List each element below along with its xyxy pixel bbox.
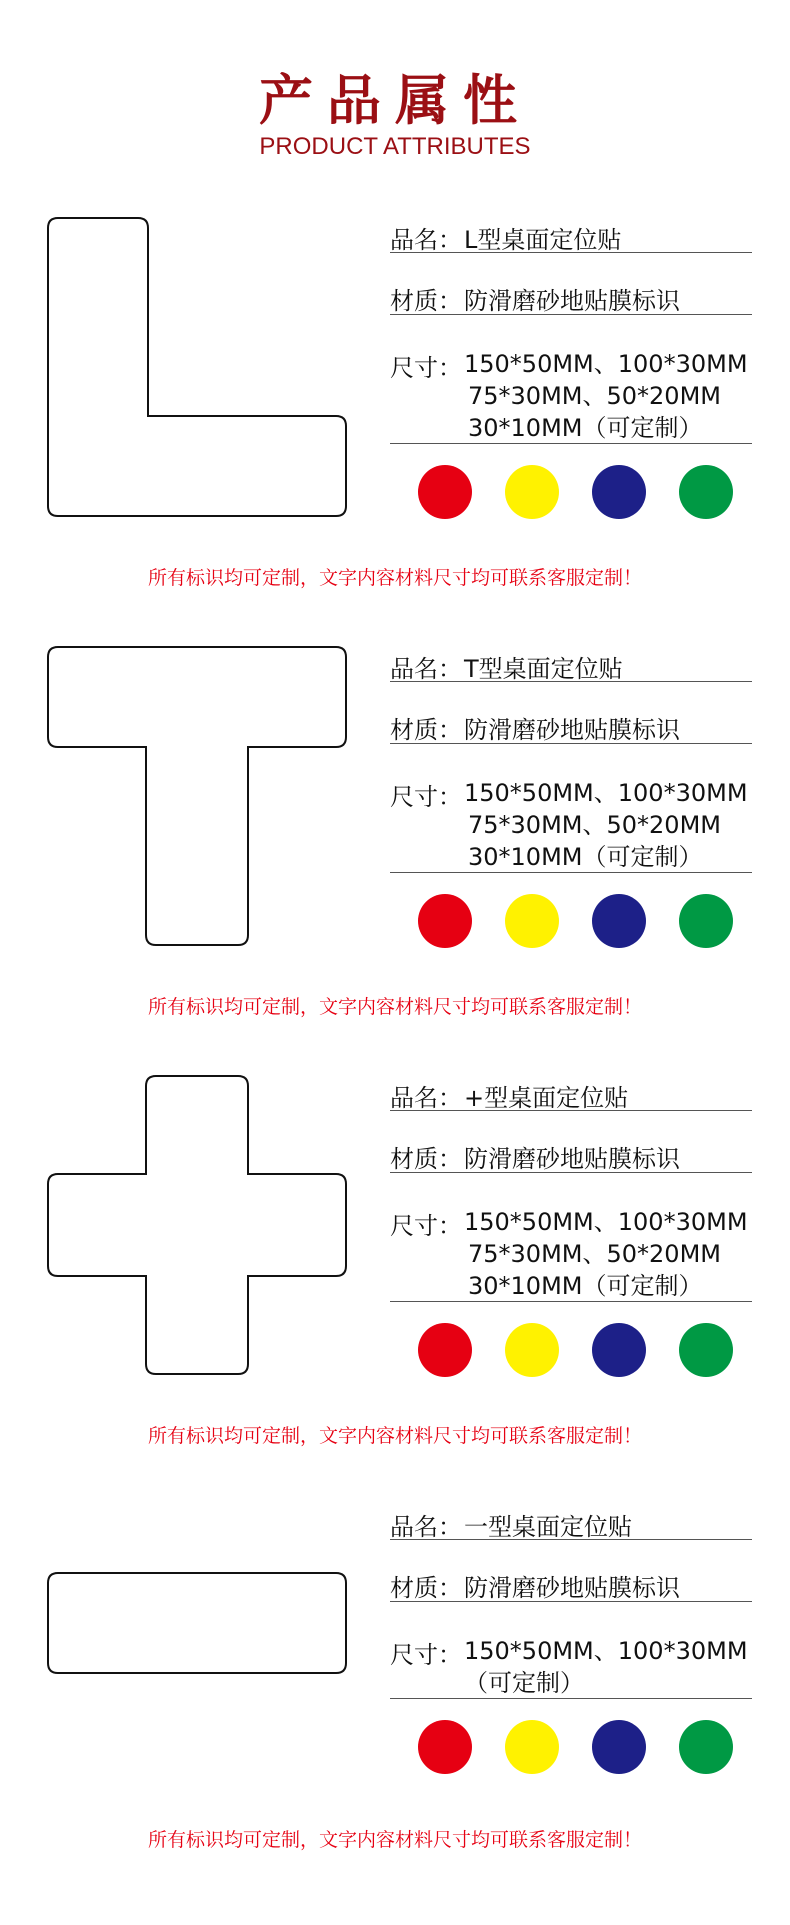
color-swatch-blue xyxy=(592,1720,646,1774)
material-value: 防滑磨砂地贴膜标识 xyxy=(464,287,680,315)
product-info xyxy=(390,1076,752,1302)
product-section-t xyxy=(0,647,790,1067)
cross-shape-sticker-outline xyxy=(48,1076,350,1378)
product-name: 一型桌面定位贴 xyxy=(464,1513,632,1541)
color-swatches xyxy=(390,1720,752,1774)
product-section-bar xyxy=(0,1505,790,1925)
t-shape-sticker-outline xyxy=(48,647,350,949)
product-info xyxy=(390,218,752,444)
size-line: 75*30MM、50*20MM xyxy=(468,1240,721,1268)
product-name: +型桌面定位贴 xyxy=(464,1084,629,1112)
customization-note: 所有标识均可定制，文字内容材料尺寸均可联系客服定制！ xyxy=(147,1829,642,1851)
color-swatches xyxy=(390,465,752,519)
customization-note: 所有标识均可定制，文字内容材料尺寸均可联系客服定制！ xyxy=(147,996,642,1018)
product-name: L型桌面定位贴 xyxy=(464,226,622,254)
product-name-row xyxy=(390,1505,752,1540)
material-value: 防滑磨砂地贴膜标识 xyxy=(464,1574,680,1602)
size-row xyxy=(390,1602,752,1699)
name-label: 品名： xyxy=(390,1513,462,1541)
product-section-l xyxy=(0,218,790,638)
material-label: 材质： xyxy=(390,716,462,744)
size-label: 尺寸： xyxy=(390,783,462,811)
page-title: 产品属性 xyxy=(259,69,531,132)
color-swatch-red xyxy=(418,894,472,948)
name-label: 品名： xyxy=(390,226,462,254)
material-label: 材质： xyxy=(390,287,462,315)
color-swatch-red xyxy=(418,1323,472,1377)
color-swatch-green xyxy=(679,465,733,519)
material-row xyxy=(390,253,752,315)
material-row xyxy=(390,1111,752,1173)
color-swatch-green xyxy=(679,1323,733,1377)
product-name-row xyxy=(390,1076,752,1111)
customization-note: 所有标识均可定制，文字内容材料尺寸均可联系客服定制！ xyxy=(147,567,642,589)
color-swatch-blue xyxy=(592,1323,646,1377)
size-label: 尺寸： xyxy=(390,1212,462,1240)
size-line: 150*50MM、100*30MM xyxy=(464,350,748,378)
product-info xyxy=(390,647,752,873)
size-values xyxy=(464,1206,748,1302)
material-row xyxy=(390,1540,752,1602)
l-shape-sticker-outline xyxy=(48,218,350,520)
product-name: T型桌面定位贴 xyxy=(464,655,623,683)
size-values xyxy=(464,1635,748,1699)
page-subtitle: PRODUCT ATTRIBUTES xyxy=(259,133,531,160)
size-row xyxy=(390,1173,752,1302)
color-swatch-yellow xyxy=(505,1323,559,1377)
size-line: 30*10MM（可定制） xyxy=(468,414,703,442)
material-value: 防滑磨砂地贴膜标识 xyxy=(464,1145,680,1173)
product-name-row xyxy=(390,218,752,253)
color-swatch-red xyxy=(418,465,472,519)
color-swatch-yellow xyxy=(505,1720,559,1774)
material-row xyxy=(390,682,752,744)
size-label: 尺寸： xyxy=(390,1641,462,1669)
product-name-row xyxy=(390,647,752,682)
color-swatch-yellow xyxy=(505,465,559,519)
size-values xyxy=(464,348,748,444)
size-values xyxy=(464,777,748,873)
product-info xyxy=(390,1505,752,1699)
size-line: 150*50MM、100*30MM xyxy=(464,1637,748,1665)
color-swatches xyxy=(390,1323,752,1377)
material-label: 材质： xyxy=(390,1145,462,1173)
name-label: 品名： xyxy=(390,1084,462,1112)
size-line: 30*10MM（可定制） xyxy=(468,843,703,871)
size-row xyxy=(390,744,752,873)
color-swatch-red xyxy=(418,1720,472,1774)
size-line: 30*10MM（可定制） xyxy=(468,1272,703,1300)
material-label: 材质： xyxy=(390,1574,462,1602)
product-section-cross xyxy=(0,1076,790,1496)
color-swatches xyxy=(390,894,752,948)
customization-note: 所有标识均可定制，文字内容材料尺寸均可联系客服定制！ xyxy=(147,1425,642,1447)
page-header xyxy=(0,0,790,170)
size-line: 75*30MM、50*20MM xyxy=(468,811,721,839)
size-line: 150*50MM、100*30MM xyxy=(464,779,748,807)
color-swatch-blue xyxy=(592,465,646,519)
size-line: （可定制） xyxy=(464,1669,584,1697)
size-row xyxy=(390,315,752,444)
name-label: 品名： xyxy=(390,655,462,683)
color-swatch-yellow xyxy=(505,894,559,948)
size-line: 150*50MM、100*30MM xyxy=(464,1208,748,1236)
color-swatch-green xyxy=(679,1720,733,1774)
size-line: 75*30MM、50*20MM xyxy=(468,382,721,410)
material-value: 防滑磨砂地贴膜标识 xyxy=(464,716,680,744)
color-swatch-blue xyxy=(592,894,646,948)
size-label: 尺寸： xyxy=(390,354,462,382)
color-swatch-green xyxy=(679,894,733,948)
